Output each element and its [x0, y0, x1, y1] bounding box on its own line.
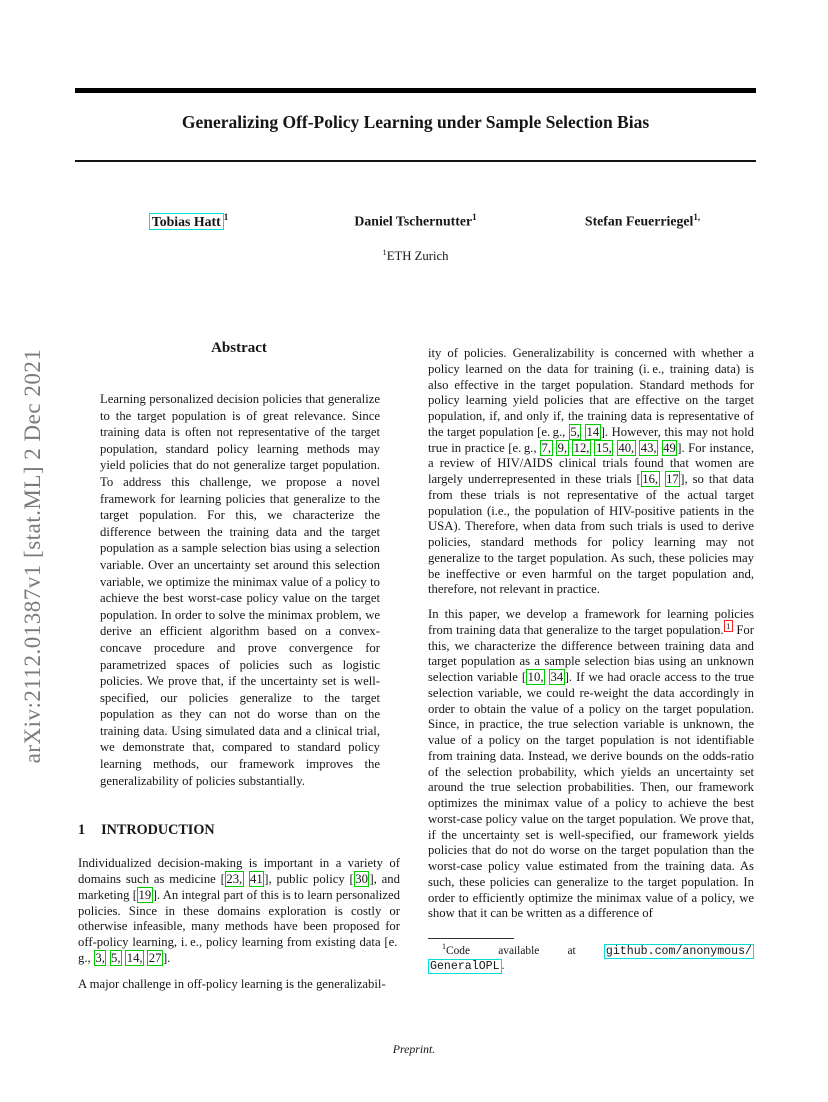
- citation-link[interactable]: 40,: [618, 440, 635, 455]
- abstract-text: Learning personalized decision policies that generalize to the target population is of great relevance. Since training data is often not representative of the target population, standard policy learning methods may yield policies that do not generalize target population. To address this challenge, we propose a novel framework for learning policies that generalize to the target population. For this, we characterize the difference between the training data and the target population as a sample selection bias using a selection variable. Over an uncertainty set around this selection variable, we optimize the minimax value of a policy to achieve the best worst-case policy value on the target population. In order to solve the minimax problem, we derive an efficient algorithm based on a convex-concave procedure and prove convergence for parametrized spaces of policies such as logistic policies. We prove that, if the uncertainty set is well-specified, our policies generalize to the target population as they can not do worse than on the training data. Using simulated data and a clinical trial, we demonstrate that, compared to standard policy learning methods, our framework improves the generalizability of policies substantially.: [100, 392, 380, 788]
- page-title: Generalizing Off-Policy Learning under Sample Selection Bias: [181, 112, 650, 132]
- section-number: 1: [78, 822, 86, 839]
- url-link[interactable]: github.com/anonymous/: [605, 945, 752, 959]
- citation-link[interactable]: 17: [666, 472, 679, 486]
- footnote-marker: 1: [442, 942, 446, 952]
- footnote-text: $^1$Code available at github.com/anonymous/GeneralOPL .: [430, 942, 752, 974]
- citation-link[interactable]: 5,: [111, 950, 121, 965]
- url-link[interactable]: GeneralOPL: [430, 960, 500, 974]
- citation-link[interactable]: 30: [355, 872, 368, 886]
- section-heading-introduction: [78, 822, 400, 839]
- author-2: [302, 212, 529, 230]
- citation-link[interactable]: 14: [586, 424, 600, 439]
- title-divider: [75, 160, 756, 162]
- author-3: [529, 212, 756, 230]
- citation-link[interactable]: 10,: [527, 670, 544, 684]
- citation-link[interactable]: 3,: [95, 950, 105, 965]
- author-3-name: Stefan Feuerriegel: [584, 213, 694, 229]
- left-column: [78, 340, 400, 992]
- authors-row: [75, 212, 756, 230]
- citation-link[interactable]: 27: [148, 950, 162, 965]
- right-paragraph-2: In this paper, we develop a framework for learning policies from training data that generalize to the target population. $^1$ For this, we characterize the difference between training data and target population as a sample selection bias using an unknown selection variable [ 10, 34 ]. If we had oracle access to the true selection variable, we could re-weight the data accordingly in order to obtain the value of a policy on the target population. Since, in practice, the true selection variable is unknown, the value of a policy on the target population is not identifiable from training data. Instead, we derive bounds on the odds-ratio of the selection probability, which yields an uncertainty set around the true selection probabilities. Then, our framework optimizes the minimax value of a policy to achieve the best worst-case policy value on the target population. We prove that, if the uncertainty set is well-specified, our framework yields policies that do not do worse on the target population than the worst-case policy value estimated from the training data. As such, these policies can generalize to the target population. In order to efficiently optimize the minimax value of a policy, we show that it can be written as a difference of: [428, 607, 754, 921]
- header-top-bar: [75, 88, 756, 93]
- author-1-link[interactable]: Tobias Hatt: [149, 213, 224, 230]
- author-2-affiliation-sup: 1: [472, 212, 477, 222]
- abstract-heading: Abstract: [211, 340, 267, 356]
- citation-link[interactable]: 12,: [573, 440, 590, 455]
- citation-link[interactable]: 34: [550, 670, 564, 684]
- preprint-notice: Preprint.: [392, 1042, 436, 1056]
- author-1: [75, 212, 302, 230]
- right-column: [428, 346, 754, 974]
- citation-link[interactable]: 9,: [557, 440, 568, 455]
- intro-paragraph-1: Individualized decision-making is important in a variety of domains such as medicine [ 23, 41 ], public policy [ 30 ], and marketing [ 19 ]. An integral part of this is to learn personalized policies. Since in these domains exploration is costly or otherwise infeasible, many methods have been proposed for off-policy learning, i. e., policy learning from existing data [e. g., 3, 5, 14, 27 ].: [78, 856, 400, 965]
- affiliation: [75, 247, 756, 264]
- author-2-name: Daniel Tschernutter: [354, 213, 473, 229]
- section-title: INTRODUCTION: [101, 822, 215, 839]
- right-paragraph-1: ity of policies. Generalizability is concerned with whether a policy learned on the data for training (i. e., training data) is also effective in the target population. Standard methods for policy learning yield policies that are effective on the target population, if, and only if, the training data is representative of the target population [e. g., 5, 14 ]. However, this may not hold true in practice [e. g., 7, 9, 12, 15, 40, 43, 49 ]. For instance, a review of HIV/AIDS clinical trials found that women are largely underrepresented in these trials [ 16, 17 ], so that data from these trials is not representative of the actual target population (i.e., the population of HIV-positive patients in the USA). Therefore, when data from such trials is used to derive policies, standard methods for policy learning may not generalize to the target population. As such, these policies may be ineffective or even harmful on the target population and, therefore, not relevant in practice.: [428, 346, 755, 597]
- affiliation-name: ETH Zurich: [386, 249, 449, 264]
- footnote-divider: [428, 938, 514, 939]
- citation-link[interactable]: 15,: [595, 440, 612, 455]
- footnote: [428, 938, 754, 974]
- author-3-affiliation-sup: 1,: [693, 212, 701, 222]
- citation-link[interactable]: 41: [250, 872, 263, 886]
- author-1-affiliation-sup: 1: [223, 212, 229, 222]
- citation-link[interactable]: 5,: [570, 424, 580, 439]
- citation-link[interactable]: 14,: [126, 950, 143, 965]
- citation-link[interactable]: 7,: [541, 440, 552, 455]
- intro-paragraph-2: A major challenge in off-policy learning is the generalizabil-: [78, 976, 386, 991]
- citation-link[interactable]: 23,: [226, 872, 243, 886]
- citation-link[interactable]: 16,: [642, 472, 659, 486]
- citation-link[interactable]: 19: [138, 887, 152, 902]
- footnote-marker-link[interactable]: 1: [724, 620, 733, 632]
- arxiv-identifier: arXiv:2112.01387v1 [stat.ML] 2 Dec 2021: [20, 348, 45, 764]
- citation-link[interactable]: 49: [663, 440, 676, 455]
- citation-link[interactable]: 43,: [640, 440, 657, 455]
- affiliation-sup: 1: [382, 247, 387, 257]
